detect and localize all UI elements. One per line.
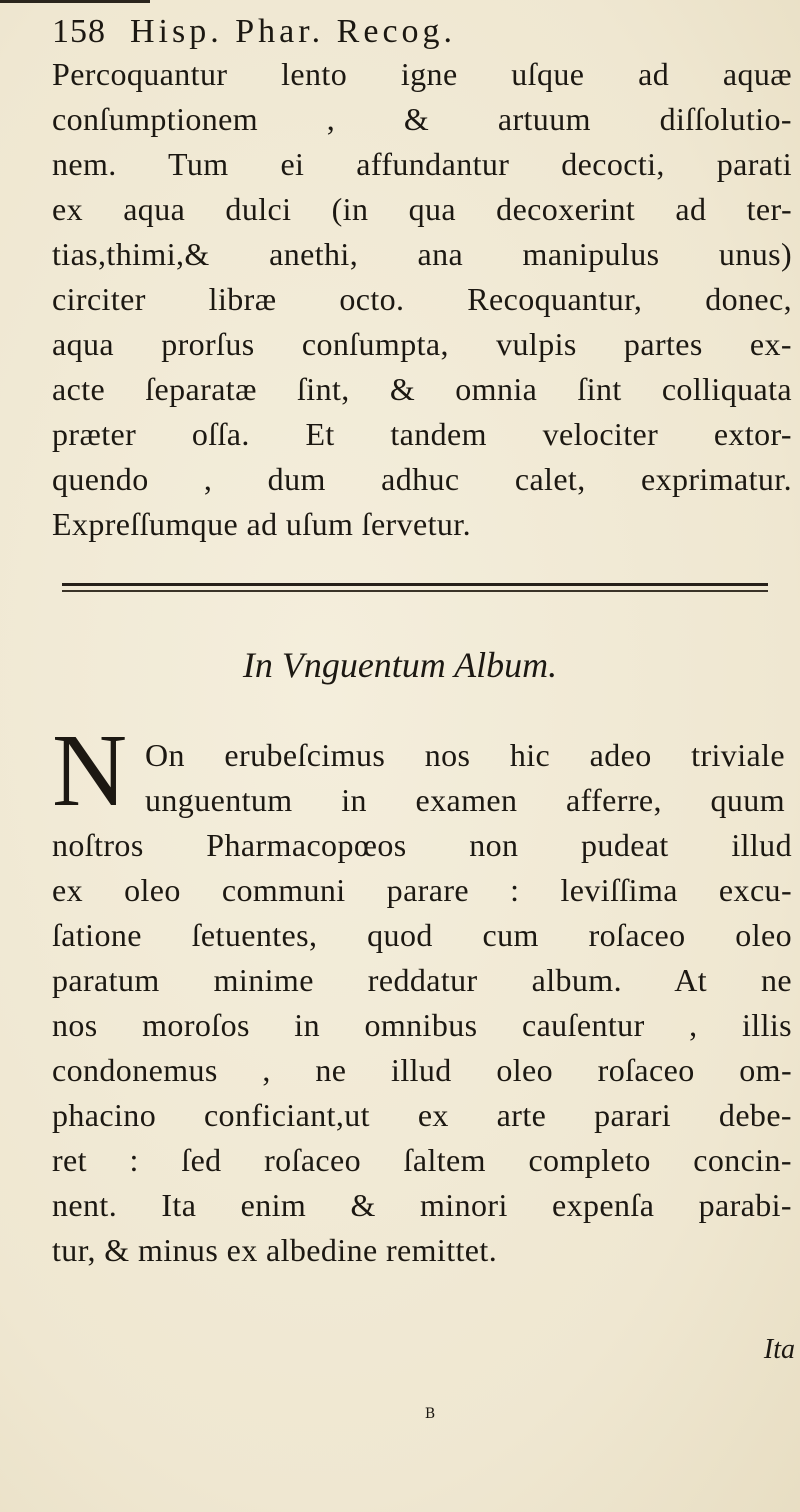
- section-divider: [62, 583, 768, 592]
- text-line: phacino conficiant,ut ex arte parari debe-: [52, 1097, 792, 1133]
- text-line: On erubeſcimus nos hic adeo triviale: [145, 737, 785, 773]
- text-line: Percoquantur lento igne uſque ad aquæ: [52, 56, 792, 92]
- signature-mark: B: [424, 1406, 436, 1422]
- section-title: In Vnguentum Album.: [242, 645, 558, 685]
- text-line: condonemus , ne illud oleo roſaceo om-: [52, 1052, 792, 1088]
- text-line: aqua prorſus conſumpta, vulpis partes ex-: [52, 326, 792, 362]
- catchword: Ita: [763, 1334, 795, 1365]
- text-line: paratum minime reddatur album. At ne: [52, 962, 792, 998]
- text-line: præter oſſa. Et tandem velociter extor-: [52, 416, 792, 452]
- text-line: acte ſeparatæ ſint, & omnia ſint colliquata: [52, 371, 792, 407]
- running-header: [52, 12, 772, 52]
- running-title: Hisp. Phar. Recog.: [130, 13, 457, 50]
- text-line: unguentum in examen afferre, quum: [145, 782, 785, 818]
- text-line: nent. Ita enim & minori expenſa parabi-: [52, 1187, 792, 1223]
- text-line: ret : ſed roſaceo ſaltem completo concin-: [52, 1142, 792, 1178]
- text-line: Expreſſumque ad uſum ſervetur.: [52, 506, 471, 542]
- text-line: circiter libræ octo. Recoquantur, donec,: [52, 281, 792, 317]
- paragraph-2: [52, 823, 792, 1273]
- text-line: nem. Tum ei affundantur decocti, parati: [52, 146, 792, 182]
- text-line: ſatione ſetuentes, quod cum roſaceo oleo: [52, 917, 792, 953]
- text-line: tias,thimi,& anethi, ana manipulus unus): [52, 236, 792, 272]
- text-line: ex oleo communi parare : leviſſima excu-: [52, 872, 792, 908]
- text-line: nos moroſos in omnibus cauſentur , illis: [52, 1007, 792, 1043]
- drop-capital: N: [52, 713, 128, 828]
- top-rule: [0, 0, 150, 3]
- text-line: conſumptionem , & artuum diſſolutio-: [52, 101, 792, 137]
- text-line: quendo , dum adhuc calet, exprimatur.: [52, 461, 792, 497]
- paragraph-1: [52, 52, 792, 547]
- text-line: noſtros Pharmacopœos non pudeat illud: [52, 827, 792, 863]
- text-line: ex aqua dulci (in qua decoxerint ad ter-: [52, 191, 792, 227]
- page-number: 158: [52, 13, 106, 50]
- text-line: tur, & minus ex albedine remittet.: [52, 1232, 498, 1268]
- paragraph-2-indented: [145, 733, 785, 823]
